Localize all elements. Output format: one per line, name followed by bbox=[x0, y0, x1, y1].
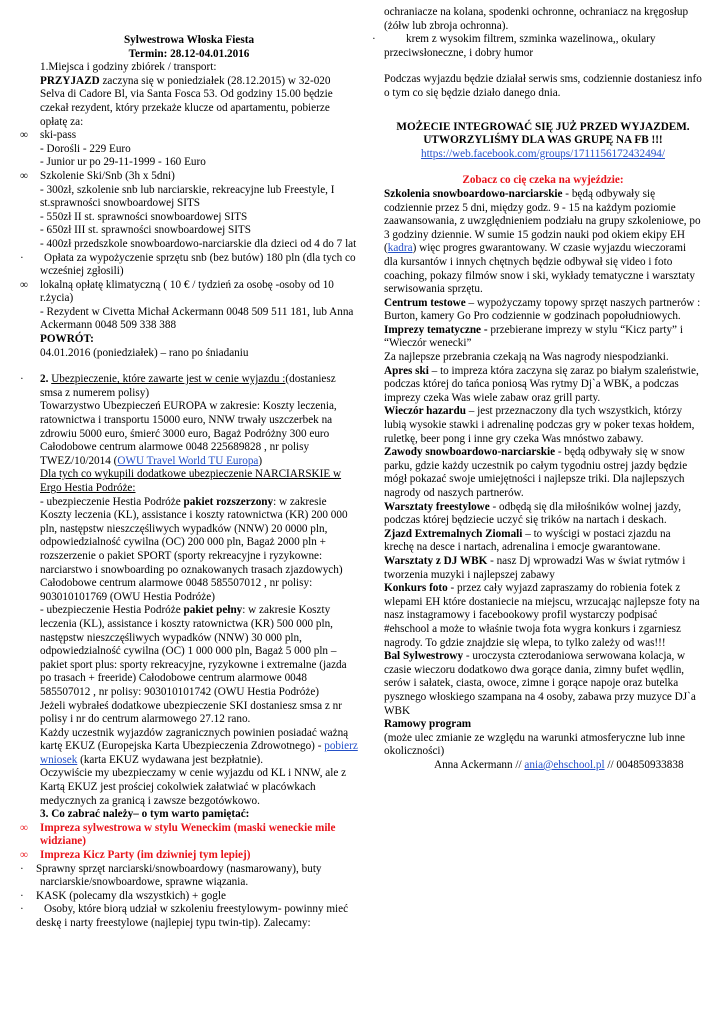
activity-extreme-race bbox=[384, 528, 702, 555]
gear-freestyle: Osoby, które biorą udział w szkoleniu freestylowym- powinny mieć deskę i narty freestylowe (najlepiej typu twin-tip). Zalecamy: bbox=[36, 903, 349, 929]
infinity-bullet-icon: ∞ bbox=[20, 169, 28, 182]
ekuz-pre: Każdy uczestnik wyjazdów zagranicznych powinien posiadać ważną kartę EKUZ (Europejska Karta Ubezpieczenia Zdrowotnego) - bbox=[40, 726, 349, 753]
right-column bbox=[372, 6, 702, 772]
arrival-label: PRZYJAZD bbox=[40, 74, 100, 87]
dot-bullet-icon: · bbox=[20, 903, 24, 916]
ekuz-post: (karta EKUZ wydawana jest bezpłatnie). bbox=[77, 753, 264, 766]
gear-item-1 bbox=[20, 863, 358, 890]
ekuz-form-link[interactable]: pobierz wniosek bbox=[40, 740, 358, 766]
activity-apres-ski bbox=[384, 365, 702, 406]
activity-contests-text: - będą odbywały się w snow parku, gdzie każdy uczestnik po całym tygodniu ostrej jazdy będzie mógł pokazać swoje umiejętności i najlepsze triki. Dla najlepszych nagrody od naszych partnerów. bbox=[384, 446, 688, 499]
training-price-4: - 400zł przedszkole snowboardowo-narciarskie dla dzieci od 4 do 7 lat bbox=[40, 237, 357, 250]
event-title: Sylwestrowa Włoska Fiesta bbox=[123, 34, 255, 46]
gear-helmet: KASK (polecamy dla wszystkich) + gogle bbox=[36, 889, 226, 902]
infinity-bullet-icon: ∞ bbox=[20, 849, 28, 862]
dot-bullet-icon: · bbox=[20, 251, 24, 264]
infinity-bullet-icon: ∞ bbox=[20, 129, 28, 142]
activity-dj-workshop-text: - nasz Dj wprowadzi Was w świat rytmów i tworzenia muzyki i najlepszej zabawy bbox=[384, 554, 686, 581]
activity-theme-parties-text: przebierane imprezy w stylu “Kicz party” i “Wieczór wenecki” bbox=[384, 323, 683, 350]
activity-theme-parties bbox=[384, 324, 702, 351]
activity-training-label: Szkolenia snowboardowo-narciarskie bbox=[384, 187, 563, 200]
dot-bullet-icon: · bbox=[372, 33, 376, 46]
sms-service: Podczas wyjazdu będzie działał serwis sms, codziennie dostaniesz info o tym co się będzie działo danego dnia. bbox=[384, 73, 702, 99]
arrival-text: zaczyna się w poniedziałek (28.12.2015) w 32-020 Selva di Cadore Bl, via Santa Fosca 53. Od godziny 15.00 będzie czekał rezydent, który przekaże klucze od apartamentu, pobierze opłatę za: bbox=[40, 74, 333, 128]
activity-gambling-text: – jest przeznaczony dla tych wszystkich, którzy lubią wysokie stawki i adrenalinę podczas gry w poker texas hołdem, ruletkę, beer pong i inne gry czeka Was mnóstwo zabawy. bbox=[384, 405, 695, 445]
program-note: (może ulec zmianie ze względu na warunki atmosferyczne lub inne okoliczności) bbox=[384, 731, 685, 758]
rental-item bbox=[20, 252, 358, 279]
insurance-europa-end: ) bbox=[258, 454, 263, 467]
activity-training bbox=[384, 188, 702, 297]
package-extended-label: pakiet rozszerzony bbox=[183, 495, 274, 508]
training-price-1: - 300zł, szkolenie snb lub narciarskie, rekreacyjne lub Freestyle, I st.sprawności snowboardowej SITS bbox=[40, 183, 335, 210]
insurance-europa bbox=[40, 400, 358, 468]
climate-item bbox=[20, 279, 358, 361]
training-price-3: - 650zł III st. sprawności snowboardowej SITS bbox=[40, 224, 251, 237]
signature bbox=[384, 759, 702, 773]
activity-test-center-text: – wypożyczamy topowy sprzęt naszych partnerów : Burton, kamery Go Pro codziennie w godzinach popołudniowych. bbox=[384, 296, 701, 323]
training-price-2: - 550zł II st. sprawności snowboardowej SITS bbox=[40, 210, 248, 223]
return-text: 04.01.2016 (poniedziałek) – rano po śniadaniu bbox=[40, 346, 249, 359]
ekuz-note bbox=[40, 727, 358, 768]
activity-new-year-ball-text: - uroczysta czterodaniowa serwowana kolacja, w czasie wieczoru dodatkowo dwa gorące dania, zimny bufet wędlin, serów i sałatek, ciasta, owoce, zimne i gorące napoje oraz butelka pysznego włoskiego szampana na 4 osoby, zabawa przy muzyce DJ`a WBK bbox=[384, 650, 696, 717]
rental-text: Opłata za wypożyczenie sprzętu snb (bez butów) 180 pln (dla tych co wcześniej zgłosili) bbox=[40, 251, 356, 278]
party-kicz: Impreza Kicz Party (im dziwniej tym lepiej) bbox=[40, 849, 251, 862]
activity-training-text: - będą odbywały się codziennie przez 5 dni, między godz. 9 - 15 na każdym poziomie zaawansowania, z uwzględnieniem podziału na grupy szkoleniowe, po 3 godziny dziennie. W sumie 15 godzin nauki pod okiem ekipy EH ( bbox=[384, 187, 701, 255]
infinity-bullet-icon: ∞ bbox=[20, 821, 28, 834]
nnw-note: Oczywiście my ubezpieczamy w cenie wyjazdu od KL i NNW, ale z Kartą EKUZ jest prościej cokolwiek załatwiać w placówkach medycznych za granicą i zawsze bezgotówkowo. bbox=[40, 767, 347, 807]
package-extended bbox=[40, 496, 358, 605]
activity-extreme-race-text: – to wyścigi w postaci zjazdu na krechę na desce i nartach, adrenalina i emocje gwarantowane. bbox=[384, 527, 671, 554]
package-full-text: : w zakresie Koszty leczenia (KL), assistance i koszty ratownictwa (KR) 500 000 pln, następstw nieszczęśliwych wypadków (NNW) 30 000 pln, odpowiedzialność cywilna (OC) 1 000 000 pln, Bagaż 5 000 pln – pakiet sport plus: sporty rekreacyjne, ryzykowne i extremalne (jazda po trasach + freeride) Całodobowe centrum alarmowe 0048 585507012 , nr polisy: 903010101742 (OWU Hestia Podróże) bbox=[40, 604, 347, 698]
training-label: Szkolenie Ski/Snb (3h x 5dni) bbox=[40, 169, 175, 182]
activity-photo-contest-text: - przez cały wyjazd zapraszamy do robienia fotek z wlepami EH które dostaniecie na miejscu, wrzucając najlepsze foty na nasz instagramowy i facebookowy profil wystarczy podpisać #ehschool a może to właśnie twoja fota wygra konkurs i zgarniesz nagrody. To gdzie znajdzie się wlepa, to tylko zależy od was!!! bbox=[384, 582, 700, 649]
return-label: POWRÓT: bbox=[40, 333, 94, 346]
activity-test-center bbox=[384, 297, 702, 324]
gear-item-3 bbox=[20, 903, 358, 930]
email-link[interactable]: ania@ehschool.pl bbox=[524, 758, 605, 771]
protectors-text: ochraniacze na kolana, spodenki ochronne, ochraniacz na kręgosłup (żółw lub zbroja ochronna). bbox=[384, 6, 689, 32]
skipass-adult: - Dorośli - 229 Euro bbox=[40, 142, 131, 155]
activity-contests-label: Zawody snowboardowo-narciarskie bbox=[384, 446, 556, 459]
signature-phone: // 004850933838 bbox=[604, 758, 684, 771]
program-label: Ramowy program bbox=[384, 718, 472, 731]
activity-training-post: ) więc progres gwarantowany. W czasie wyjazdu wieczorami dla kursantów i innych chętnych będzie odbywał się video i foto coaching, pokazy filmów snow i ski, wykłady tematyczne i warsztaty serwisowania sprzętu. bbox=[384, 242, 695, 296]
activity-new-year-ball bbox=[384, 650, 702, 718]
dot-bullet-icon: · bbox=[20, 862, 24, 875]
climate-text: lokalną opłatę klimatyczną ( 10 € / tydzień za osobę -osoby od 10 r.życia) bbox=[40, 278, 334, 305]
signature-name: Anna Ackermann // bbox=[434, 758, 525, 771]
package-extended-pre: - ubezpieczenie Hestia Podróże bbox=[40, 495, 184, 508]
activity-freestyle-text: - odbędą się dla miłośników wolnej jazdy, podczas której będziecie uczyć się trików na nartach i deskach. bbox=[384, 500, 682, 527]
activity-extreme-race-label: Zjazd Extremalnych Ziomali bbox=[384, 527, 523, 540]
activity-freestyle-label: Warsztaty freestylowe bbox=[384, 500, 490, 513]
activity-apres-ski-label: Apres ski bbox=[384, 364, 429, 377]
arrival-paragraph bbox=[20, 75, 358, 129]
party-venetian: Impreza sylwestrowa w stylu Weneckim (maski weneckie mile widziane) bbox=[40, 821, 336, 848]
section-2-number: 2. bbox=[40, 373, 49, 386]
activity-test-center-label: Centrum testowe bbox=[384, 296, 466, 309]
what-awaits-heading: Zobacz co cię czeka na wyjeździe: bbox=[462, 174, 624, 187]
activity-dj-workshop bbox=[384, 555, 702, 582]
activity-prizes: Za najlepsze przebrania czekają na Was nagrody niespodzianki. bbox=[384, 351, 669, 364]
insurance-ski-intro: Dla tych co wykupili dodatkowe ubezpieczenie NARCIARSKIE w Ergo Hestia Podróże: bbox=[40, 468, 342, 494]
cream-text: krem z wysokim filtrem, szminka wazelinowa,, okulary przeciwsłoneczne, i dobry humor bbox=[384, 33, 656, 59]
dot-bullet-icon: · bbox=[20, 373, 24, 386]
gear-item-2 bbox=[20, 890, 358, 904]
activity-photo-contest-label: Konkurs foto bbox=[384, 582, 448, 595]
party-item-2 bbox=[20, 849, 358, 863]
kadra-link[interactable]: kadra bbox=[387, 242, 413, 255]
section-1-heading: 1.Miejsca i godziny zbiórek / transport: bbox=[40, 61, 217, 74]
resident-text: - Rezydent w Civetta Michał Ackermann 0048 509 511 181, lub Anna Ackermann 0048 509 338 388 bbox=[40, 305, 354, 332]
skipass-junior: - Junior ur po 29-11-1999 - 160 Euro bbox=[40, 156, 206, 169]
activity-photo-contest bbox=[384, 582, 702, 650]
package-full bbox=[40, 604, 358, 699]
party-item-1 bbox=[20, 822, 358, 849]
left-column bbox=[20, 34, 358, 931]
section-2 bbox=[20, 373, 358, 822]
cream-item bbox=[372, 33, 702, 60]
section-2-rest: (dostaniesz smsa z numerem polisy) bbox=[40, 373, 336, 399]
fb-heading: MOŻECIE INTEGROWAĆ SIĘ JUŻ PRZED WYJAZDEM. UTWORZYLIŚMY DLA WAS GRUPĘ NA FB !!! bbox=[396, 120, 690, 147]
package-full-pre: - ubezpieczenie Hestia Podróże bbox=[40, 604, 184, 617]
activity-freestyle bbox=[384, 501, 702, 528]
owu-europa-link[interactable]: OWU Travel World TU Europa bbox=[117, 454, 259, 467]
activity-dj-workshop-label: Warsztaty z DJ WBK bbox=[384, 554, 488, 567]
activity-apres-ski-text: – to impreza która zaczyna się zaraz po białym szaleństwie, podczas której do tańca poniosą Was rytmy Dj`a WBK, a podczas imprezy czeka Was wiele zabaw oraz grill party. bbox=[384, 364, 699, 404]
skipass-label: ski-pass bbox=[40, 129, 77, 142]
ski-sms-note: Jeżeli wybrałeś dodatkowe ubezpieczenie SKI dostaniesz smsa z nr polisy i nr do centrum alarmowego 27.12 rano. bbox=[40, 699, 342, 726]
event-term: Termin: 28.12-04.01.2016 bbox=[128, 47, 250, 60]
package-extended-text: : w zakresie Koszty leczenia (KL), assistance i koszty ratownictwa (KR) 200 000 pln, następstw nieszczęśliwych wypadków (NNW) 20 0000 pln, odpowiedzialność cywilna (OC) 200 000 pln, Bagaż 2000 pln + rozszerzenie o pakiet SPORT (sporty rekreacyjne i ryzykowne: narciarstwo i snowboarding po oznakowanych trasach zjazdowych) Całodobowe centrum alarmowe 0048 585507012 , nr polisy: 903010101769 (OWU Hestia Podróże) bbox=[40, 495, 348, 603]
skipass-item bbox=[20, 129, 358, 170]
section-3-heading: 3. Co zabrać należy– o tym warto pamiętać: bbox=[40, 808, 250, 821]
training-item bbox=[20, 170, 358, 252]
activity-contests bbox=[384, 446, 702, 500]
package-full-label: pakiet pełny bbox=[183, 604, 243, 617]
section-2-heading bbox=[40, 373, 358, 400]
activity-gambling bbox=[384, 405, 702, 446]
section-2-underlined: Ubezpieczenie, które zawarte jest w cenie wyjazdu : bbox=[51, 373, 286, 386]
activity-theme-parties-label: Imprezy tematyczne - bbox=[384, 323, 488, 336]
gear-equipment: Sprawny sprzęt narciarski/snowboardowy (nasmarowany), buty narciarskie/snowboardowe, sprawne wiązania. bbox=[36, 862, 322, 889]
activity-new-year-ball-label: Bal Sylwestrowy bbox=[384, 650, 464, 663]
activity-gambling-label: Wieczór hazardu bbox=[384, 405, 466, 418]
fb-group-link[interactable]: https://web.facebook.com/groups/1711156172432494/ bbox=[420, 147, 666, 160]
insurance-europa-text: Towarzystwo Ubezpieczeń EUROPA w zakresie: Koszty leczenia, ratownictwa i transportu 15000 euro, NNW trwały uszczerbek na zdrowiu 5000 euro, śmierć 3000 euro, Bagaż Podróżny 300 euro Całodobowe centrum alarmowe 0048 225689828 , nr polisy TWEZ/10/2014 ( bbox=[40, 400, 337, 467]
infinity-bullet-icon: ∞ bbox=[20, 278, 28, 291]
dot-bullet-icon: · bbox=[20, 889, 24, 902]
